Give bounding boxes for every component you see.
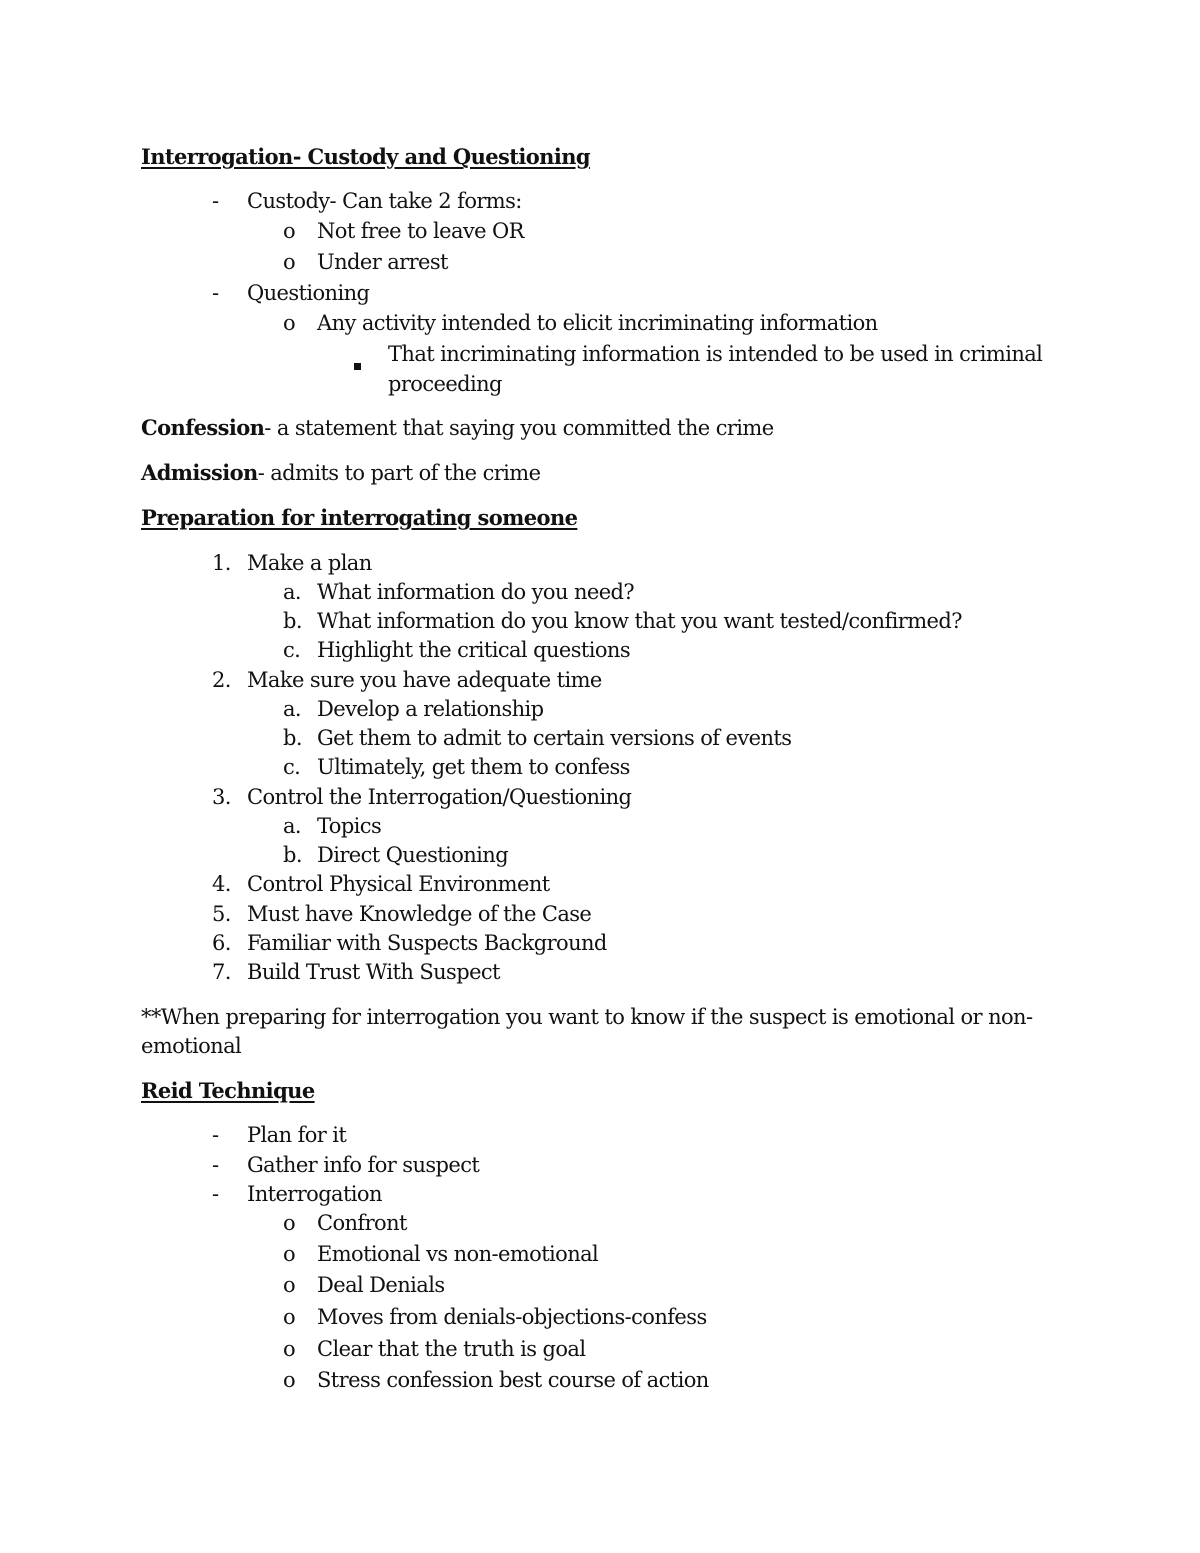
- circle-bullet-marker: o: [283, 1337, 296, 1361]
- list-item-text: Ultimately, get them to confess: [317, 755, 630, 779]
- note-text: **When preparing for interrogation you want to know if the suspect is emotional or non-: [141, 1005, 1033, 1029]
- number-marker: 2.: [212, 668, 231, 692]
- dash-marker: -: [212, 1123, 219, 1147]
- circle-bullet-marker: o: [283, 1273, 296, 1297]
- list-item-text: That incriminating information is intended to be used in criminal: [388, 342, 1043, 366]
- section-heading: Interrogation- Custody and Questioning: [141, 144, 590, 169]
- circle-bullet-marker: o: [283, 1211, 296, 1235]
- dash-marker: -: [212, 1153, 219, 1177]
- circle-bullet-marker: o: [283, 219, 296, 243]
- section-heading: Reid Technique: [141, 1078, 315, 1103]
- definition-text: - a statement that saying you committed the crime: [264, 416, 774, 440]
- list-item-text: Make a plan: [247, 551, 372, 575]
- letter-marker: b.: [283, 843, 302, 867]
- list-item-text: proceeding: [388, 372, 502, 396]
- letter-marker: b.: [283, 609, 302, 633]
- letter-marker: c.: [283, 638, 301, 662]
- definition-confession: [141, 415, 774, 441]
- list-item-text: Clear that the truth is goal: [317, 1337, 586, 1361]
- letter-marker: c.: [283, 755, 301, 779]
- number-marker: 4.: [212, 872, 231, 896]
- list-item-text: Any activity intended to elicit incriminating information: [317, 311, 878, 335]
- number-marker: 5.: [212, 902, 231, 926]
- definition-text: - admits to part of the crime: [257, 461, 541, 485]
- list-item-text: Must have Knowledge of the Case: [247, 902, 592, 926]
- list-item-text: Confront: [317, 1211, 407, 1235]
- list-item-text: Gather info for suspect: [247, 1153, 480, 1177]
- definition-term: Confession: [141, 415, 265, 440]
- list-item-text: Control Physical Environment: [247, 872, 550, 896]
- list-item-text: Control the Interrogation/Questioning: [247, 785, 632, 809]
- circle-bullet-marker: o: [283, 1242, 296, 1266]
- list-item-text: Interrogation: [247, 1182, 382, 1206]
- list-item-text: What information do you know that you want tested/confirmed?: [317, 609, 962, 633]
- number-marker: 6.: [212, 931, 231, 955]
- list-item-text: Develop a relationship: [317, 697, 544, 721]
- letter-marker: a.: [283, 814, 301, 838]
- letter-marker: a.: [283, 697, 301, 721]
- dash-marker: -: [212, 1182, 219, 1206]
- dash-marker: -: [212, 281, 219, 305]
- note-text: emotional: [141, 1034, 242, 1058]
- list-item-text: Topics: [317, 814, 382, 838]
- list-item-text: Stress confession best course of action: [317, 1368, 709, 1392]
- circle-bullet-marker: o: [283, 311, 296, 335]
- list-item-text: Questioning: [247, 281, 370, 305]
- number-marker: 7.: [212, 960, 231, 984]
- list-item-text: Moves from denials-objections-confess: [317, 1305, 707, 1329]
- list-item-text: Deal Denials: [317, 1273, 445, 1297]
- list-item-text: Familiar with Suspects Background: [247, 931, 607, 955]
- dash-marker: -: [212, 189, 219, 213]
- list-item-text: Custody- Can take 2 forms:: [247, 189, 522, 213]
- section-heading: Preparation for interrogating someone: [141, 505, 578, 530]
- number-marker: 3.: [212, 785, 231, 809]
- definition-admission: [141, 460, 540, 486]
- list-item-text: Build Trust With Suspect: [247, 960, 500, 984]
- definition-term: Admission: [141, 460, 258, 485]
- list-item-text: Direct Questioning: [317, 843, 509, 867]
- list-item-text: Highlight the critical questions: [317, 638, 630, 662]
- circle-bullet-marker: o: [283, 250, 296, 274]
- list-item-text: Plan for it: [247, 1123, 347, 1147]
- circle-bullet-marker: o: [283, 1305, 296, 1329]
- letter-marker: b.: [283, 726, 302, 750]
- list-item-text: Make sure you have adequate time: [247, 668, 602, 692]
- list-item-text: What information do you need?: [317, 580, 635, 604]
- circle-bullet-marker: o: [283, 1368, 296, 1392]
- list-item-text: Emotional vs non-emotional: [317, 1242, 599, 1266]
- list-item-text: Not free to leave OR: [317, 219, 524, 243]
- letter-marker: a.: [283, 580, 301, 604]
- square-bullet-icon: [354, 350, 361, 376]
- list-item-text: Get them to admit to certain versions of events: [317, 726, 792, 750]
- list-item-text: Under arrest: [317, 250, 448, 274]
- number-marker: 1.: [212, 551, 231, 575]
